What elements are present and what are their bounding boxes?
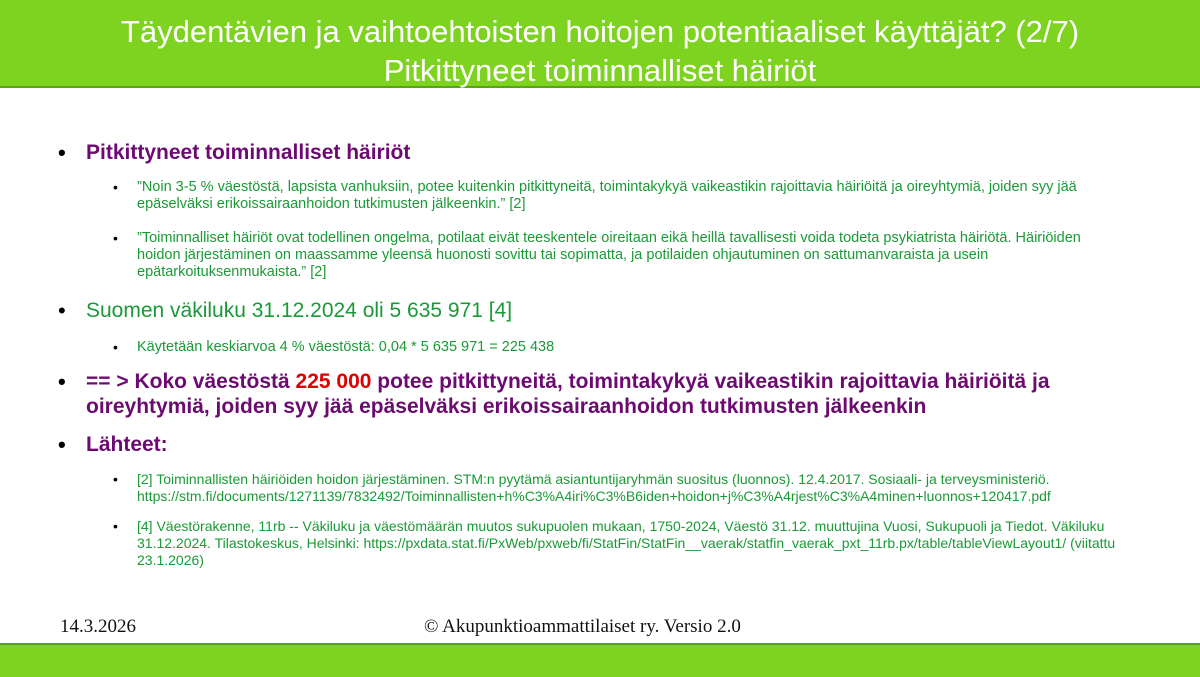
footer-bar — [0, 643, 1200, 677]
sources-heading: • Lähteet: — [86, 432, 1156, 458]
population-statement: • Suomen väkiluku 31.12.2024 oli 5 635 971 [4] — [86, 298, 1156, 324]
slide-title: Täydentävien ja vaihtoehtoisten hoitojen potentiaaliset käyttäjät? (2/7) — [120, 14, 1080, 49]
conclusion-number: 225 000 — [295, 370, 372, 393]
heading-functional-disorders: • Pitkittyneet toiminnalliset häiriöt — [86, 140, 1156, 166]
quote-prevalence: • ”Noin 3-5 % väestöstä, lapsista vanhuksiin, potee kuitenkin pitkittyneitä, toimintakykyä vaikeastikin rajoittavia häiriöitä ja oireyhtymiä, joiden syy jää epäselväksi erikoissairaanhoidon tutkimusten jälkeenkin.” [2] — [137, 179, 1137, 213]
footer-date: 14.3.2026 — [60, 616, 136, 637]
footer-copyright: © Akupunktioammattilaiset ry. Versio 2.0 — [424, 616, 741, 637]
reference-4: • [4] Väestörakenne, 11rb -- Väkiluku ja väestömäärän muutos sukupuolen mukaan, 1750-2024, Väestö 31.12. muuttujina Vuosi, Sukupuoli ja Tiedot. Väkiluku 31.12.2024. Tilastokeskus, Helsinki: https://pxdata.stat.fi/PxWeb/pxweb/fi/StatFin/StatFin__vaerak/statfin_vaerak_pxt_11rb.px/table/tableViewLayout1/ (viitattu 23.1.2026) — [137, 518, 1127, 569]
quote-care-organization: • ”Toiminnalliset häiriöt ovat todellinen ongelma, potilaat eivät teeskentele oireitaan eikä heillä tavallisesti voida todeta psykiatrista häiriötä. Häiriöiden hoidon järjestäminen on maassamme yleensä huonosti sovittu tai sopimatta, ja potilaiden ohjautuminen on sattumanvaraista ja usein epätarkoituksenmukaista.” [2] — [137, 230, 1097, 281]
slide-subtitle: Pitkittyneet toiminnalliset häiriöt — [383, 53, 817, 88]
conclusion-prefix: == > Koko väestöstä — [86, 370, 296, 393]
reference-2: • [2] Toiminnallisten häiriöiden hoidon järjestäminen. STM:n pyytämä asiantuntijaryhmän suositus (luonnos). 12.4.2017. Sosiaali- ja terveysministeriö. https://stm.fi/documents/1271139/7832492/Toiminnallisten+h%C3%A4iri%C3%B6iden+hoidon+j%C3%A4rjest%C3%A4minen+luonnos+120417.pdf — [137, 471, 1137, 505]
conclusion-suffix: potee pitkittyneitä, toimintakykyä vaikeastikin rajoittavia häiriöitä ja oireyhtymiä, joiden syy jää epäselväksi erikoissairaanhoidon tutkimusten jälkeenkin — [86, 370, 1050, 418]
calculation-line: • Käytetään keskiarvoa 4 % väestöstä: 0,04 * 5 635 971 = 225 438 — [137, 339, 1137, 356]
conclusion-statement — [86, 369, 1156, 419]
